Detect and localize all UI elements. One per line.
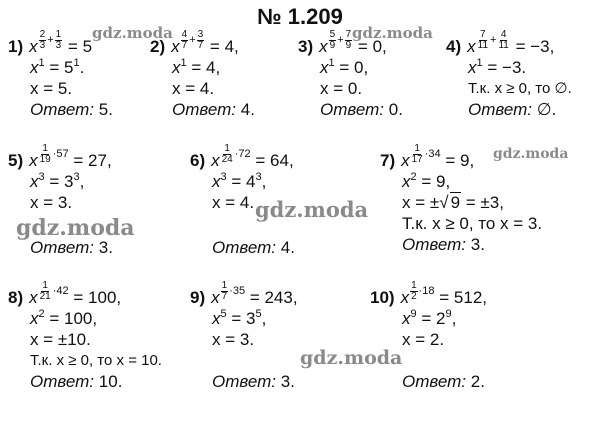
equation-line: 3) x $^{\frac{5}{9} + \frac{7}{9}}$ = 0,: [298, 28, 387, 56]
equation-line: 9) x $^{\frac{1}{7} \cdot 35}$ = 243,: [190, 279, 298, 307]
answer-line: Ответ: 5.: [30, 100, 113, 119]
equation-rhs: = 64,: [255, 151, 294, 170]
problem-number: 1): [8, 37, 24, 56]
problem-number: 10): [370, 288, 395, 307]
answer-line: Ответ: 4.: [212, 238, 295, 257]
problem-number: 7): [380, 151, 396, 170]
solution-step: x = 3.: [30, 193, 73, 212]
exponent: 5 9 + 7 9: [329, 28, 352, 51]
equation-line: 2) x $^{\frac{4}{7} + \frac{3}{7}}$ = 4,: [150, 28, 239, 56]
problem-number: 6): [190, 151, 206, 170]
exponent: 1 24 ·72: [221, 142, 251, 165]
solution-step: x = 5.: [30, 79, 73, 98]
equation-line: 8) x $^{\frac{1}{21} \cdot 42}$ = 100,: [8, 279, 122, 307]
equation-rhs: = −3,: [515, 37, 555, 56]
equation-rhs: = 27,: [73, 151, 112, 170]
answer-line: Ответ: 2.: [402, 372, 485, 391]
exponent: 1 17 ·34: [411, 142, 441, 165]
answer-line: Ответ: ∅.: [468, 100, 557, 119]
equation-rhs: = 5: [67, 37, 93, 56]
equation-line: 6) x $^{\frac{1}{24} \cdot 72}$ = 64,: [190, 142, 294, 170]
exponent: 7 11 + 4 11: [477, 28, 509, 51]
problem-number: 5): [8, 151, 24, 170]
equation-line: 1) x $^{\frac{2}{3} + \frac{1}{3}}$ = 5: [8, 28, 93, 56]
problem-3: 3) x $^{\frac{5}{9} + \frac{7}{9}}$ = 0, $x^1 = 0$, x = 0. Ответ: 0.: [298, 28, 403, 119]
problem-6: 6) x $^{\frac{1}{24} \cdot 72}$ = 64, $x^3 = 4^3$, x = 4. Ответ: 4.: [190, 142, 295, 257]
problem-8: 8) x $^{\frac{1}{21} \cdot 42}$ = 100, $x^2 = 100$, x = ±10. Т.к. x ≥ 0, то x = 10. Ответ: 10.: [8, 279, 162, 391]
watermark-text: gdz.moda: [493, 146, 569, 162]
problem-number: 3): [298, 37, 314, 56]
exponent: 1 7 ·35: [221, 279, 246, 302]
solution-step: Т.к. x ≥ 0, то ∅.: [468, 80, 572, 97]
equation-rhs: = 0,: [357, 37, 387, 56]
equation-rhs: = 243,: [249, 288, 298, 307]
solution-step: x = ±10.: [30, 330, 91, 349]
exponent: 1 19 ·57: [39, 142, 69, 165]
answer-line: Ответ: 0.: [320, 100, 403, 119]
solution-step: Т.к. x ≥ 0, то x = 10.: [30, 352, 162, 369]
problem-2: 2) x $^{\frac{4}{7} + \frac{3}{7}}$ = 4, $x^1 = 4$, x = 4. Ответ: 4.: [150, 28, 255, 119]
watermark-text: gdz.moda: [300, 347, 403, 369]
equation-line: 7) x $^{\frac{1}{17} \cdot 34}$ = 9,: [380, 142, 475, 170]
equation-rhs: = 9,: [445, 151, 475, 170]
watermark-text: gdz.moda: [16, 215, 135, 241]
solution-step: x = 4.: [212, 193, 255, 212]
answer-line: Ответ: 4.: [172, 100, 255, 119]
equation-line: 10) x $^{\frac{1}{2} \cdot 18}$ = 512,: [370, 279, 488, 307]
problem-4: 4) x $^{\frac{7}{11} + \frac{4}{11}}$ = −3, $x^1 = -3$. Т.к. x ≥ 0, то ∅. Ответ: ∅.: [446, 28, 572, 119]
problem-number: 9): [190, 288, 206, 307]
exponent: 1 2 ·18: [411, 279, 435, 302]
watermark-text: gdz.moda: [92, 24, 173, 42]
problem-7: 7) x $^{\frac{1}{17} \cdot 34}$ = 9, $x^2 = 9$, x = ±√ 9 = ±3, Т.к. x ≥ 0, то x = 3. Ответ: 3.: [380, 142, 543, 254]
problem-9: 9) x $^{\frac{1}{7} \cdot 35}$ = 243, $x^5 = 3^5$, x = 3. Ответ: 3.: [190, 279, 298, 391]
exponent: 1 21 ·42: [39, 279, 69, 302]
exponent: 4 7 + 3 7: [181, 28, 204, 51]
problem-5: 5) x $^{\frac{1}{19} \cdot 57}$ = 27, $x^3 = 3^3$, x = 3. Ответ: 3.: [8, 142, 113, 257]
problem-number: 4): [446, 37, 462, 56]
equation-rhs: = 512,: [439, 288, 488, 307]
problem-number: 2): [150, 37, 166, 56]
watermark-text: gdz.moda: [255, 197, 369, 222]
equation-rhs: = 4,: [209, 37, 239, 56]
answer-line: Ответ: 3.: [212, 372, 295, 391]
watermark-text: gdz.moda: [352, 24, 433, 42]
solution-step: x = 4.: [172, 79, 215, 98]
solution-step: x = 3.: [212, 330, 255, 349]
solution-step: x = ±√ 9 = ±3,: [402, 193, 504, 212]
problem-number: 8): [8, 288, 24, 307]
answer-line: Ответ: 10.: [30, 372, 123, 391]
problem-10: 10) x $^{\frac{1}{2} \cdot 18}$ = 512, $x^9 = 2^9$, x = 2. Ответ: 2.: [370, 279, 488, 391]
equation-line: 4) x $^{\frac{7}{11} + \frac{4}{11}}$ = −3,: [446, 28, 555, 56]
answer-line: Ответ: 3.: [30, 238, 113, 257]
problem-1: 1) x $^{\frac{2}{3} + \frac{1}{3}}$ = 5 $x^1 = 5^1$. x = 5. Ответ: 5.: [8, 28, 113, 119]
solution-step: Т.к. x ≥ 0, то x = 3.: [402, 214, 543, 233]
exponent: 2 3 + 1 3: [39, 28, 62, 51]
page-title: № 1.209: [257, 4, 343, 29]
answer-line: Ответ: 3.: [402, 235, 485, 254]
equation-line: 5) x $^{\frac{1}{19} \cdot 57}$ = 27,: [8, 142, 112, 170]
solution-step: x = 0.: [320, 79, 363, 98]
equation-rhs: = 100,: [73, 288, 122, 307]
sqrt-icon: √: [439, 193, 449, 212]
solution-step: x = 2.: [402, 330, 445, 349]
